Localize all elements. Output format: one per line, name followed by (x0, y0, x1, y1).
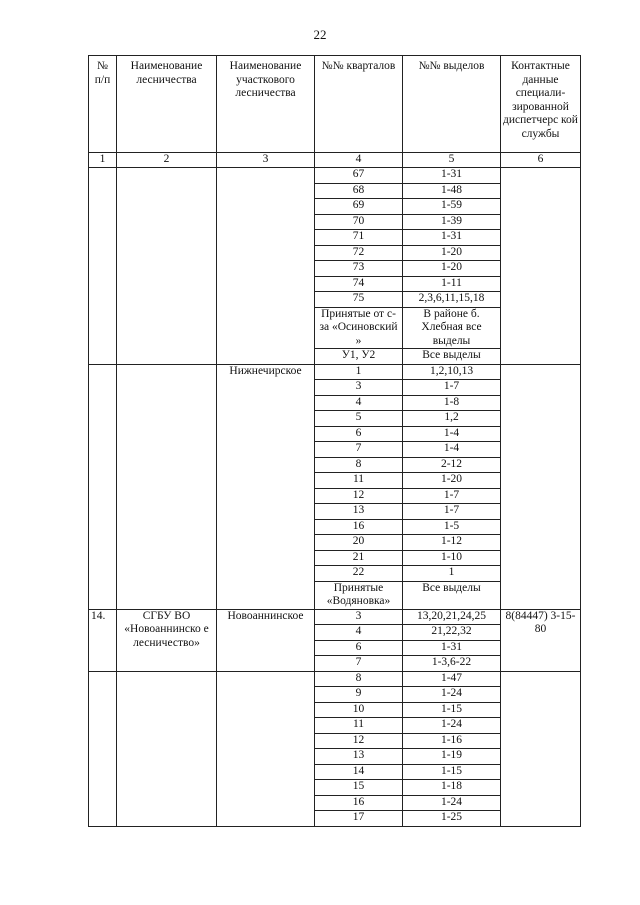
quarter-cell: 71 (315, 230, 403, 246)
forestry-name-cell: СГБУ ВО «Новоаннинско е лесничество» (117, 609, 217, 671)
allotment-cell: 1-11 (403, 276, 501, 292)
table-row (89, 168, 581, 184)
table-row (89, 364, 581, 380)
allotment-cell: 1-24 (403, 687, 501, 703)
allotment-cell: 1-10 (403, 550, 501, 566)
quarter-cell: 3 (315, 380, 403, 396)
allotment-cell: 1-15 (403, 764, 501, 780)
quarter-cell: Принятые от с-за «Осиновский » (315, 307, 403, 349)
quarter-cell: 70 (315, 214, 403, 230)
contact-cell (501, 364, 581, 609)
quarter-cell: 9 (315, 687, 403, 703)
quarter-cell: 72 (315, 245, 403, 261)
header-num: № п/п (89, 56, 117, 153)
table-row (89, 671, 581, 687)
column-number: 1 (89, 153, 117, 168)
allotment-cell: 1-48 (403, 183, 501, 199)
quarter-cell: 4 (315, 625, 403, 641)
page-number: 22 (313, 27, 327, 42)
district-name-cell (217, 168, 315, 365)
header-quarters: №№ кварталов (315, 56, 403, 153)
allotment-cell: 1-25 (403, 811, 501, 827)
allotment-cell: 1-7 (403, 504, 501, 520)
allotment-cell: 2-12 (403, 457, 501, 473)
row-number-cell: 14. (89, 609, 117, 671)
quarter-cell: 11 (315, 718, 403, 734)
allotment-cell: 1,2 (403, 411, 501, 427)
allotment-cell: 1-3,6-22 (403, 656, 501, 672)
allotment-cell: 1-59 (403, 199, 501, 215)
quarter-cell: 5 (315, 411, 403, 427)
allotment-cell: 1-24 (403, 718, 501, 734)
quarter-cell: 12 (315, 733, 403, 749)
allotment-cell: 1-8 (403, 395, 501, 411)
allotment-cell: 13,20,21,24,25 (403, 609, 501, 625)
quarter-cell: 22 (315, 566, 403, 582)
quarter-cell: 67 (315, 168, 403, 184)
header-forestry: Наименование лесничества (117, 56, 217, 153)
allotment-cell: 1-31 (403, 640, 501, 656)
quarter-cell: 14 (315, 764, 403, 780)
allotment-cell: 1-7 (403, 380, 501, 396)
allotment-cell: 1-16 (403, 733, 501, 749)
column-number: 6 (501, 153, 581, 168)
column-number-row (89, 153, 581, 168)
quarter-cell: У1, У2 (315, 349, 403, 365)
district-name-cell: Новоаннинское (217, 609, 315, 671)
column-number: 2 (117, 153, 217, 168)
header-district: Наименование участкового лесничества (217, 56, 315, 153)
forestry-table (88, 55, 581, 827)
allotment-cell: 1-20 (403, 473, 501, 489)
allotment-cell: Все выделы (403, 349, 501, 365)
forestry-name-cell (117, 168, 217, 365)
quarter-cell: 3 (315, 609, 403, 625)
allotment-cell: 1-31 (403, 230, 501, 246)
header-contacts: Контактные данные специали-зированной диспетчерс кой службы (501, 56, 581, 153)
quarter-cell: 8 (315, 671, 403, 687)
quarter-cell: 74 (315, 276, 403, 292)
header-allotments: №№ выделов (403, 56, 501, 153)
allotment-cell: 2,3,6,11,15,18 (403, 292, 501, 308)
column-number: 3 (217, 153, 315, 168)
allotment-cell: 1-20 (403, 261, 501, 277)
allotment-cell: В районе б. Хлебная все выделы (403, 307, 501, 349)
allotment-cell: 1-4 (403, 442, 501, 458)
allotment-cell: 21,22,32 (403, 625, 501, 641)
quarter-cell: 73 (315, 261, 403, 277)
quarter-cell: 7 (315, 442, 403, 458)
quarter-cell: 6 (315, 426, 403, 442)
quarter-cell: 16 (315, 795, 403, 811)
allotment-cell: 1-20 (403, 245, 501, 261)
header-row (89, 56, 581, 153)
quarter-cell: 6 (315, 640, 403, 656)
row-number-cell (89, 671, 117, 826)
contact-cell: 8(84447) 3-15-80 (501, 609, 581, 671)
allotment-cell: 1 (403, 566, 501, 582)
contact-cell (501, 671, 581, 826)
quarter-cell: 21 (315, 550, 403, 566)
allotment-cell: 1,2,10,13 (403, 364, 501, 380)
allotment-cell: 1-47 (403, 671, 501, 687)
quarter-cell: 20 (315, 535, 403, 551)
row-number-cell (89, 168, 117, 365)
quarter-cell: 13 (315, 749, 403, 765)
quarter-cell: 16 (315, 519, 403, 535)
column-number: 5 (403, 153, 501, 168)
quarter-cell: 69 (315, 199, 403, 215)
quarter-cell: 17 (315, 811, 403, 827)
column-number: 4 (315, 153, 403, 168)
quarter-cell: Принятые «Водяновка» (315, 581, 403, 609)
table-row (89, 609, 581, 625)
quarter-cell: 68 (315, 183, 403, 199)
allotment-cell: 1-12 (403, 535, 501, 551)
allotment-cell: 1-39 (403, 214, 501, 230)
allotment-cell: 1-18 (403, 780, 501, 796)
quarter-cell: 12 (315, 488, 403, 504)
quarter-cell: 7 (315, 656, 403, 672)
allotment-cell: 1-15 (403, 702, 501, 718)
forestry-name-cell (117, 364, 217, 609)
allotment-cell: 1-7 (403, 488, 501, 504)
quarter-cell: 13 (315, 504, 403, 520)
forestry-name-cell (117, 671, 217, 826)
allotment-cell: 1-5 (403, 519, 501, 535)
quarter-cell: 4 (315, 395, 403, 411)
allotment-cell: 1-4 (403, 426, 501, 442)
quarter-cell: 75 (315, 292, 403, 308)
district-name-cell: Нижнечирское (217, 364, 315, 609)
row-number-cell (89, 364, 117, 609)
quarter-cell: 15 (315, 780, 403, 796)
district-name-cell (217, 671, 315, 826)
allotment-cell: Все выделы (403, 581, 501, 609)
contact-cell (501, 168, 581, 365)
quarter-cell: 10 (315, 702, 403, 718)
allotment-cell: 1-19 (403, 749, 501, 765)
allotment-cell: 1-24 (403, 795, 501, 811)
quarter-cell: 8 (315, 457, 403, 473)
quarter-cell: 1 (315, 364, 403, 380)
allotment-cell: 1-31 (403, 168, 501, 184)
quarter-cell: 11 (315, 473, 403, 489)
